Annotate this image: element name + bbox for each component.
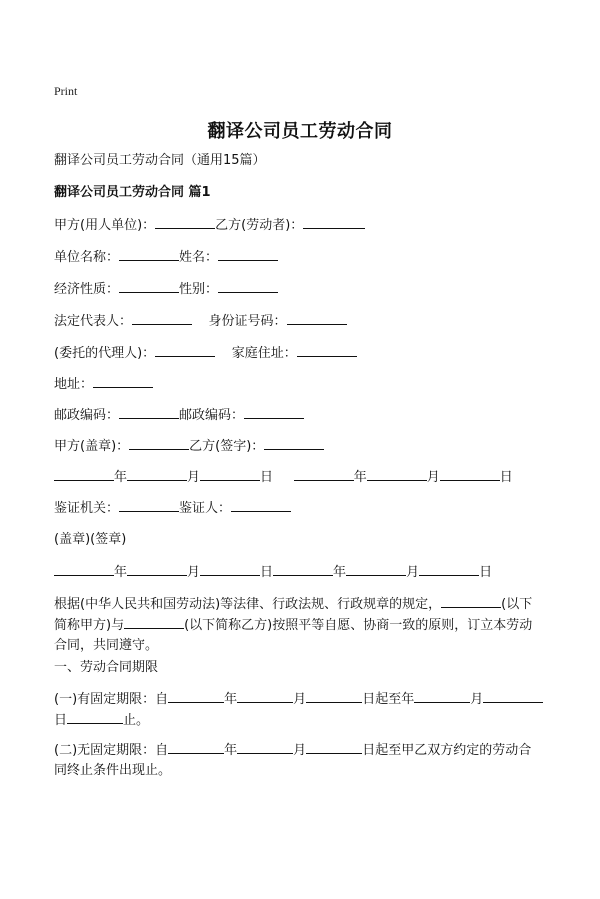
seal-sign-row <box>54 530 554 550</box>
year-label: 年 <box>114 565 128 580</box>
blank-field <box>287 311 347 325</box>
address-row <box>54 374 554 395</box>
legal-rep-label: 法定代表人： <box>54 314 133 329</box>
sign-b-label: 乙方(签字)： <box>189 439 265 454</box>
blank-field <box>231 498 291 512</box>
party-row <box>54 215 554 236</box>
verify-row <box>54 498 554 519</box>
name-label: 姓名： <box>179 250 219 265</box>
economic-nature-label: 经济性质： <box>54 282 120 297</box>
gender-label: 性别： <box>179 282 219 297</box>
blank-field <box>303 215 365 229</box>
blank-field <box>441 594 501 608</box>
day-label: 日 <box>499 470 513 485</box>
blank-field <box>168 689 224 703</box>
blank-field <box>200 467 260 481</box>
blank-field <box>155 215 215 229</box>
blank-field <box>54 562 114 576</box>
para1-end: (以下简称乙方)按照平等自愿、协商一致的原则，订立本劳动合同，共同遵守。 <box>54 618 533 653</box>
day-label: 日 <box>479 565 493 580</box>
month-label: 月 <box>187 565 201 580</box>
day-label: 日 <box>260 470 274 485</box>
blank-field <box>155 343 215 357</box>
year-label: 年 <box>224 743 238 758</box>
blank-field <box>54 467 114 481</box>
postcode-row <box>54 405 554 426</box>
agent-label: (委托的代理人)： <box>54 346 156 361</box>
blank-field <box>119 405 179 419</box>
blank-field <box>119 279 179 293</box>
seal-a-label: 甲方(盖章)： <box>54 439 130 454</box>
blank-field <box>237 740 293 754</box>
blank-field <box>244 405 304 419</box>
month-label: 月 <box>293 692 307 707</box>
blank-field <box>297 343 357 357</box>
month-label: 月 <box>470 692 484 707</box>
agent-row <box>54 343 554 364</box>
date-row-2 <box>54 562 554 583</box>
para1-start: 根据(中华人民共和国劳动法)等法律、行政法规、行政规章的规定， <box>54 597 442 612</box>
fixed-term-end: 止。 <box>123 713 150 728</box>
blank-field <box>93 374 153 388</box>
blank-field <box>124 615 184 629</box>
postcode-a-label: 邮政编码： <box>54 408 120 423</box>
blank-field <box>346 562 406 576</box>
seal-sign-label: (盖章)(签章) <box>54 532 127 547</box>
verify-org-label: 鉴证机关： <box>54 501 120 516</box>
blank-field <box>127 562 187 576</box>
month-label: 月 <box>293 743 307 758</box>
year-label: 年 <box>114 470 128 485</box>
blank-field <box>440 467 500 481</box>
signature-row <box>54 436 554 457</box>
blank-field <box>273 562 333 576</box>
address-label: 地址： <box>54 377 94 392</box>
year-label: 年 <box>333 565 347 580</box>
section-heading: 翻译公司员工劳动合同 篇1 <box>54 185 211 200</box>
home-address-label: 家庭住址： <box>231 346 297 361</box>
fixed-term-clause <box>54 689 544 731</box>
day-label: 日 <box>260 565 274 580</box>
blank-field <box>237 689 293 703</box>
blank-field <box>306 689 362 703</box>
blank-field <box>306 740 362 754</box>
document-subtitle: 翻译公司员工劳动合同（通用15篇） <box>54 153 266 168</box>
blank-field <box>67 710 123 724</box>
para1-middle: (以下简称甲方)与 <box>54 597 533 633</box>
blank-field <box>264 436 324 450</box>
blank-field <box>414 689 470 703</box>
date-row-1 <box>54 467 554 488</box>
verifier-label: 鉴证人： <box>179 501 232 516</box>
unfixed-term-start: (二)无固定期限：自 <box>54 743 169 758</box>
blank-field <box>119 247 179 261</box>
company-row <box>54 247 554 268</box>
id-number-label: 身份证号码： <box>208 314 287 329</box>
fixed-term-start: (一)有固定期限：自 <box>54 692 169 707</box>
unfixed-term-clause <box>54 740 544 781</box>
month-label: 月 <box>426 470 440 485</box>
blank-field <box>294 467 354 481</box>
legal-rep-row <box>54 311 554 332</box>
postcode-b-label: 邮政编码： <box>179 408 245 423</box>
blank-field <box>168 740 224 754</box>
section-1-heading: 一、劳动合同期限 <box>54 660 159 675</box>
month-label: 月 <box>406 565 420 580</box>
unfixed-term-end: 日起至甲乙双方约定的劳动合同终止条件出现止。 <box>54 743 532 778</box>
economic-row <box>54 279 554 300</box>
company-name-label: 单位名称： <box>54 250 120 265</box>
day-label: 日 <box>54 713 68 728</box>
print-link[interactable]: Print <box>54 84 78 98</box>
blank-field <box>119 498 179 512</box>
blank-field <box>127 467 187 481</box>
blank-field <box>218 279 278 293</box>
blank-field <box>129 436 189 450</box>
year-label: 年 <box>353 470 367 485</box>
blank-field <box>419 562 479 576</box>
party-b-label: 乙方(劳动者)： <box>215 218 304 233</box>
intro-paragraph <box>54 594 544 656</box>
blank-field <box>367 467 427 481</box>
month-label: 月 <box>187 470 201 485</box>
blank-field <box>483 689 543 703</box>
blank-field <box>200 562 260 576</box>
document-title: 翻译公司员工劳动合同 <box>207 121 393 142</box>
year-label: 年 <box>224 692 238 707</box>
fixed-term-until: 日起至年 <box>362 692 415 707</box>
party-a-label: 甲方(用人单位)： <box>54 218 156 233</box>
blank-field <box>218 247 278 261</box>
blank-field <box>132 311 192 325</box>
